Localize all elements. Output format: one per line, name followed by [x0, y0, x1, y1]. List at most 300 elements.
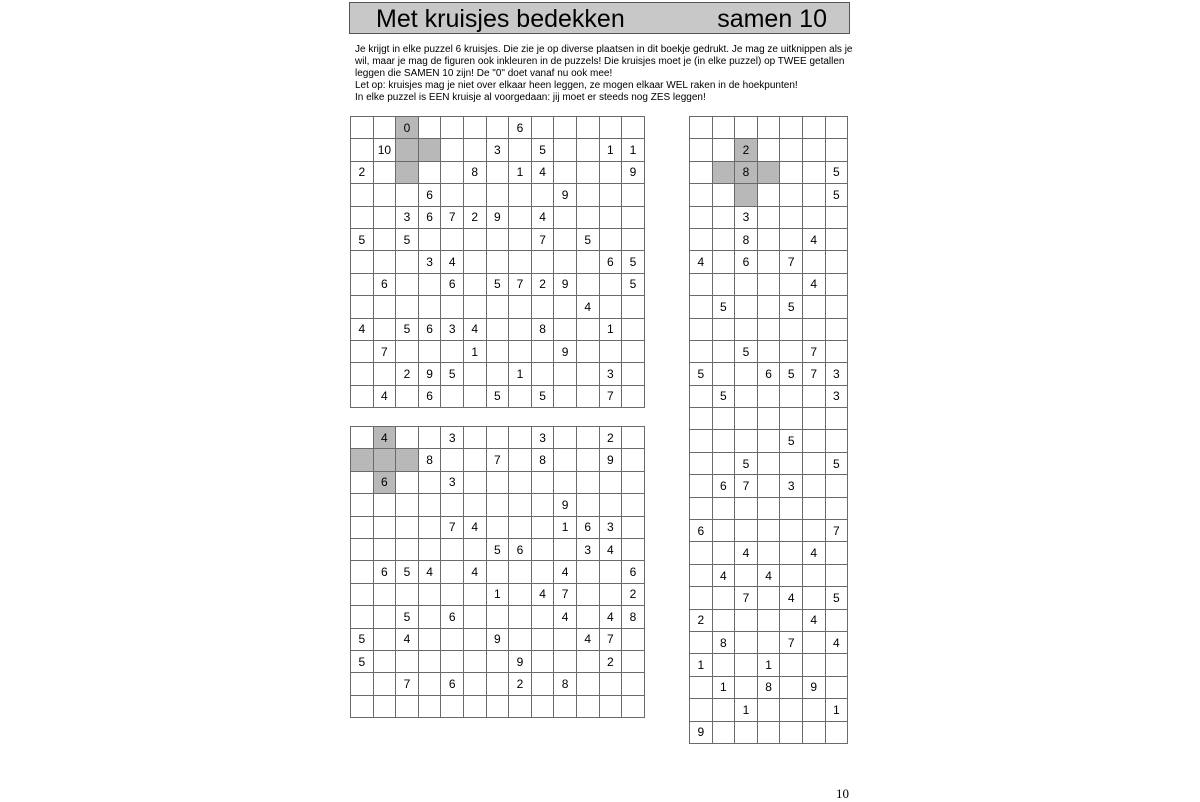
grid-cell[interactable]: [351, 606, 374, 628]
grid-cell[interactable]: 8: [531, 449, 554, 471]
grid-cell[interactable]: [599, 228, 622, 250]
grid-cell[interactable]: [486, 296, 509, 318]
grid-cell[interactable]: [554, 427, 577, 449]
grid-cell[interactable]: [351, 427, 374, 449]
grid-cell[interactable]: 4: [599, 538, 622, 560]
grid-cell[interactable]: 4: [802, 542, 825, 564]
grid-cell[interactable]: 4: [735, 542, 758, 564]
grid-cell[interactable]: [825, 296, 848, 318]
grid-cell[interactable]: [373, 516, 396, 538]
grid-cell[interactable]: [396, 427, 419, 449]
grid-cell[interactable]: [599, 206, 622, 228]
grid-cell[interactable]: [486, 516, 509, 538]
grid-cell[interactable]: [441, 583, 464, 605]
grid-cell[interactable]: [690, 206, 713, 228]
grid-cell[interactable]: 7: [735, 475, 758, 497]
grid-cell[interactable]: [418, 538, 441, 560]
grid-cell[interactable]: [599, 296, 622, 318]
grid-cell[interactable]: 5: [825, 184, 848, 206]
grid-cell[interactable]: [712, 699, 735, 721]
grid-cell[interactable]: 2: [396, 363, 419, 385]
grid-cell[interactable]: [622, 494, 645, 516]
grid-cell[interactable]: [599, 583, 622, 605]
grid-cell[interactable]: 4: [373, 385, 396, 407]
grid-cell[interactable]: [802, 654, 825, 676]
grid-cell[interactable]: [396, 251, 419, 273]
grid-cell[interactable]: [351, 583, 374, 605]
grid-cell[interactable]: [825, 721, 848, 743]
grid-cell[interactable]: [712, 721, 735, 743]
grid-cell[interactable]: 9: [486, 206, 509, 228]
grid-cell[interactable]: [576, 251, 599, 273]
grid-cell[interactable]: 7: [735, 587, 758, 609]
grid-cell[interactable]: 8: [463, 161, 486, 183]
grid-cell[interactable]: [757, 721, 780, 743]
grid-cell[interactable]: 8: [622, 606, 645, 628]
grid-cell[interactable]: [690, 430, 713, 452]
grid-cell[interactable]: [622, 516, 645, 538]
grid-cell[interactable]: [712, 520, 735, 542]
grid-cell[interactable]: 3: [825, 385, 848, 407]
grid-cell[interactable]: [576, 561, 599, 583]
grid-cell[interactable]: [441, 385, 464, 407]
grid-cell[interactable]: [780, 699, 803, 721]
grid-cell[interactable]: 4: [802, 609, 825, 631]
grid-cell[interactable]: [780, 318, 803, 340]
grid-cell[interactable]: [712, 363, 735, 385]
grid-cell[interactable]: [735, 631, 758, 653]
grid-cell[interactable]: [396, 273, 419, 295]
grid-cell[interactable]: [418, 340, 441, 362]
grid-cell[interactable]: [396, 695, 419, 717]
grid-cell[interactable]: [757, 542, 780, 564]
grid-cell[interactable]: 6: [441, 606, 464, 628]
grid-cell[interactable]: [780, 676, 803, 698]
grid-cell[interactable]: [780, 520, 803, 542]
grid-cell[interactable]: [712, 184, 735, 206]
grid-cell[interactable]: 5: [351, 650, 374, 672]
grid-cell[interactable]: [735, 296, 758, 318]
grid-cell[interactable]: [735, 184, 758, 206]
grid-cell[interactable]: [463, 184, 486, 206]
grid-cell[interactable]: [576, 650, 599, 672]
grid-cell[interactable]: 4: [780, 587, 803, 609]
grid-cell[interactable]: 6: [373, 273, 396, 295]
grid-cell[interactable]: [780, 654, 803, 676]
grid-cell[interactable]: 1: [599, 139, 622, 161]
grid-cell[interactable]: [554, 628, 577, 650]
grid-cell[interactable]: [576, 673, 599, 695]
grid-cell[interactable]: [802, 251, 825, 273]
grid-cell[interactable]: 4: [531, 206, 554, 228]
grid-cell[interactable]: [441, 117, 464, 139]
grid-cell[interactable]: [396, 516, 419, 538]
grid-cell[interactable]: [554, 251, 577, 273]
grid-cell[interactable]: 1: [486, 583, 509, 605]
grid-cell[interactable]: [690, 542, 713, 564]
grid-cell[interactable]: 3: [418, 251, 441, 273]
grid-cell[interactable]: [825, 609, 848, 631]
grid-cell[interactable]: [396, 340, 419, 362]
grid-cell[interactable]: [418, 139, 441, 161]
grid-cell[interactable]: 2: [599, 427, 622, 449]
grid-cell[interactable]: [757, 206, 780, 228]
grid-cell[interactable]: [757, 296, 780, 318]
grid-cell[interactable]: [825, 318, 848, 340]
grid-cell[interactable]: [531, 296, 554, 318]
grid-cell[interactable]: [802, 631, 825, 653]
grid-cell[interactable]: [825, 475, 848, 497]
grid-cell[interactable]: [463, 583, 486, 605]
grid-cell[interactable]: [599, 494, 622, 516]
grid-cell[interactable]: 1: [825, 699, 848, 721]
grid-cell[interactable]: [531, 606, 554, 628]
grid-cell[interactable]: [441, 184, 464, 206]
grid-cell[interactable]: [351, 538, 374, 560]
grid-cell[interactable]: [463, 385, 486, 407]
grid-cell[interactable]: [554, 385, 577, 407]
grid-cell[interactable]: 6: [418, 184, 441, 206]
grid-cell[interactable]: [418, 516, 441, 538]
grid-cell[interactable]: [690, 117, 713, 139]
grid-cell[interactable]: [599, 561, 622, 583]
grid-cell[interactable]: [780, 161, 803, 183]
grid-cell[interactable]: [757, 228, 780, 250]
grid-cell[interactable]: 5: [825, 161, 848, 183]
grid-cell[interactable]: 5: [690, 363, 713, 385]
grid-cell[interactable]: [825, 542, 848, 564]
grid-cell[interactable]: [622, 385, 645, 407]
grid-cell[interactable]: 6: [441, 273, 464, 295]
grid-cell[interactable]: [418, 427, 441, 449]
grid-cell[interactable]: [463, 296, 486, 318]
grid-cell[interactable]: [531, 673, 554, 695]
grid-cell[interactable]: [576, 583, 599, 605]
grid-cell[interactable]: 6: [418, 206, 441, 228]
grid-cell[interactable]: [351, 296, 374, 318]
grid-cell[interactable]: [554, 695, 577, 717]
grid-cell[interactable]: 9: [622, 161, 645, 183]
grid-cell[interactable]: [441, 340, 464, 362]
grid-cell[interactable]: 3: [396, 206, 419, 228]
grid-cell[interactable]: [622, 449, 645, 471]
grid-cell[interactable]: [622, 184, 645, 206]
grid-cell[interactable]: [802, 117, 825, 139]
grid-cell[interactable]: [599, 673, 622, 695]
grid-cell[interactable]: [712, 609, 735, 631]
grid-cell[interactable]: [486, 228, 509, 250]
grid-cell[interactable]: [373, 228, 396, 250]
grid-cell[interactable]: [509, 385, 532, 407]
grid-cell[interactable]: [441, 561, 464, 583]
grid-cell[interactable]: 6: [418, 385, 441, 407]
grid-cell[interactable]: [441, 650, 464, 672]
grid-cell[interactable]: [780, 206, 803, 228]
grid-cell[interactable]: [757, 475, 780, 497]
grid-cell[interactable]: [576, 161, 599, 183]
grid-cell[interactable]: 9: [554, 494, 577, 516]
grid-cell[interactable]: [509, 296, 532, 318]
grid-cell[interactable]: [463, 538, 486, 560]
grid-cell[interactable]: [351, 363, 374, 385]
grid-cell[interactable]: [509, 449, 532, 471]
grid-cell[interactable]: [509, 494, 532, 516]
grid-cell[interactable]: [757, 273, 780, 295]
grid-cell[interactable]: [576, 117, 599, 139]
grid-cell[interactable]: [509, 695, 532, 717]
grid-cell[interactable]: [486, 695, 509, 717]
grid-cell[interactable]: 7: [780, 631, 803, 653]
grid-cell[interactable]: [531, 363, 554, 385]
grid-cell[interactable]: [690, 408, 713, 430]
grid-cell[interactable]: [418, 117, 441, 139]
grid-cell[interactable]: [622, 471, 645, 493]
grid-cell[interactable]: [463, 449, 486, 471]
grid-cell[interactable]: [780, 340, 803, 362]
grid-cell[interactable]: [441, 538, 464, 560]
grid-cell[interactable]: [576, 449, 599, 471]
grid-cell[interactable]: [622, 650, 645, 672]
grid-cell[interactable]: [531, 650, 554, 672]
grid-cell[interactable]: 8: [418, 449, 441, 471]
grid-cell[interactable]: 6: [599, 251, 622, 273]
grid-cell[interactable]: [712, 497, 735, 519]
grid-cell[interactable]: [825, 430, 848, 452]
grid-cell[interactable]: [757, 318, 780, 340]
grid-cell[interactable]: [486, 650, 509, 672]
grid-cell[interactable]: [780, 139, 803, 161]
grid-cell[interactable]: [396, 449, 419, 471]
grid-cell[interactable]: [509, 583, 532, 605]
grid-cell[interactable]: [825, 564, 848, 586]
grid-cell[interactable]: [463, 251, 486, 273]
grid-cell[interactable]: [802, 318, 825, 340]
grid-cell[interactable]: [712, 228, 735, 250]
grid-cell[interactable]: [441, 296, 464, 318]
grid-cell[interactable]: 8: [757, 676, 780, 698]
grid-cell[interactable]: [531, 184, 554, 206]
grid-cell[interactable]: [622, 427, 645, 449]
grid-cell[interactable]: [757, 430, 780, 452]
grid-cell[interactable]: [576, 427, 599, 449]
grid-cell[interactable]: 1: [757, 654, 780, 676]
grid-cell[interactable]: 1: [554, 516, 577, 538]
grid-cell[interactable]: 2: [599, 650, 622, 672]
grid-cell[interactable]: 4: [463, 561, 486, 583]
grid-cell[interactable]: 7: [531, 228, 554, 250]
grid-cell[interactable]: 2: [509, 673, 532, 695]
grid-cell[interactable]: 5: [396, 228, 419, 250]
grid-cell[interactable]: [735, 721, 758, 743]
grid-cell[interactable]: [735, 363, 758, 385]
grid-cell[interactable]: [351, 340, 374, 362]
grid-cell[interactable]: 5: [735, 340, 758, 362]
grid-cell[interactable]: 7: [509, 273, 532, 295]
grid-cell[interactable]: 4: [351, 318, 374, 340]
grid-cell[interactable]: [554, 161, 577, 183]
grid-cell[interactable]: [531, 516, 554, 538]
grid-cell[interactable]: [486, 606, 509, 628]
grid-cell[interactable]: [418, 471, 441, 493]
grid-cell[interactable]: [576, 184, 599, 206]
grid-cell[interactable]: 5: [531, 139, 554, 161]
grid-cell[interactable]: 2: [463, 206, 486, 228]
grid-cell[interactable]: [712, 542, 735, 564]
grid-cell[interactable]: 3: [486, 139, 509, 161]
grid-cell[interactable]: [486, 251, 509, 273]
grid-cell[interactable]: [509, 184, 532, 206]
grid-cell[interactable]: [486, 471, 509, 493]
grid-cell[interactable]: [622, 318, 645, 340]
grid-cell[interactable]: [712, 139, 735, 161]
grid-cell[interactable]: [509, 340, 532, 362]
grid-cell[interactable]: [373, 251, 396, 273]
grid-cell[interactable]: 4: [802, 273, 825, 295]
grid-cell[interactable]: [463, 494, 486, 516]
grid-cell[interactable]: [418, 606, 441, 628]
grid-cell[interactable]: [712, 206, 735, 228]
grid-cell[interactable]: [735, 117, 758, 139]
grid-cell[interactable]: [418, 161, 441, 183]
grid-cell[interactable]: [441, 449, 464, 471]
grid-cell[interactable]: [351, 561, 374, 583]
grid-cell[interactable]: 3: [780, 475, 803, 497]
grid-cell[interactable]: 7: [396, 673, 419, 695]
grid-cell[interactable]: [576, 340, 599, 362]
grid-cell[interactable]: [622, 340, 645, 362]
grid-cell[interactable]: 2: [735, 139, 758, 161]
grid-cell[interactable]: [576, 385, 599, 407]
grid-cell[interactable]: [780, 497, 803, 519]
grid-cell[interactable]: [780, 408, 803, 430]
grid-cell[interactable]: [554, 117, 577, 139]
grid-cell[interactable]: [690, 296, 713, 318]
grid-cell[interactable]: 5: [576, 228, 599, 250]
grid-cell[interactable]: [712, 587, 735, 609]
grid-cell[interactable]: [373, 184, 396, 206]
grid-cell[interactable]: [802, 161, 825, 183]
grid-cell[interactable]: [418, 273, 441, 295]
grid-cell[interactable]: 6: [373, 561, 396, 583]
grid-cell[interactable]: [622, 673, 645, 695]
grid-cell[interactable]: 10: [373, 139, 396, 161]
grid-cell[interactable]: 1: [712, 676, 735, 698]
grid-cell[interactable]: [735, 408, 758, 430]
grid-cell[interactable]: [757, 631, 780, 653]
grid-cell[interactable]: [441, 494, 464, 516]
grid-cell[interactable]: 3: [441, 471, 464, 493]
grid-cell[interactable]: [373, 363, 396, 385]
grid-cell[interactable]: [802, 206, 825, 228]
grid-cell[interactable]: [780, 452, 803, 474]
grid-cell[interactable]: [441, 228, 464, 250]
grid-cell[interactable]: [757, 497, 780, 519]
grid-cell[interactable]: [373, 628, 396, 650]
grid-cell[interactable]: 5: [351, 228, 374, 250]
grid-cell[interactable]: [802, 408, 825, 430]
grid-cell[interactable]: [802, 721, 825, 743]
grid-cell[interactable]: [463, 695, 486, 717]
grid-cell[interactable]: 9: [509, 650, 532, 672]
grid-cell[interactable]: [576, 139, 599, 161]
grid-cell[interactable]: [486, 161, 509, 183]
grid-cell[interactable]: 4: [576, 628, 599, 650]
grid-cell[interactable]: [712, 408, 735, 430]
grid-cell[interactable]: [351, 273, 374, 295]
grid-cell[interactable]: [712, 117, 735, 139]
grid-cell[interactable]: 8: [531, 318, 554, 340]
grid-cell[interactable]: [757, 139, 780, 161]
grid-cell[interactable]: [735, 318, 758, 340]
grid-cell[interactable]: 7: [441, 206, 464, 228]
grid-cell[interactable]: [780, 184, 803, 206]
grid-cell[interactable]: 4: [576, 296, 599, 318]
grid-cell[interactable]: 1: [509, 161, 532, 183]
grid-cell[interactable]: [576, 471, 599, 493]
grid-cell[interactable]: [690, 184, 713, 206]
grid-cell[interactable]: 9: [690, 721, 713, 743]
grid-cell[interactable]: [757, 699, 780, 721]
grid-cell[interactable]: [396, 650, 419, 672]
grid-cell[interactable]: [554, 228, 577, 250]
grid-cell[interactable]: [825, 273, 848, 295]
grid-cell[interactable]: [802, 699, 825, 721]
grid-cell[interactable]: [757, 340, 780, 362]
grid-cell[interactable]: 7: [802, 363, 825, 385]
grid-cell[interactable]: [757, 587, 780, 609]
grid-cell[interactable]: [486, 427, 509, 449]
grid-cell[interactable]: 5: [396, 318, 419, 340]
grid-cell[interactable]: 7: [554, 583, 577, 605]
grid-cell[interactable]: [690, 676, 713, 698]
grid-cell[interactable]: [463, 273, 486, 295]
grid-cell[interactable]: 1: [509, 363, 532, 385]
grid-cell[interactable]: [780, 542, 803, 564]
grid-cell[interactable]: [825, 497, 848, 519]
grid-cell[interactable]: [690, 318, 713, 340]
grid-cell[interactable]: 9: [554, 273, 577, 295]
grid-cell[interactable]: 3: [576, 538, 599, 560]
grid-cell[interactable]: [825, 206, 848, 228]
grid-cell[interactable]: [622, 628, 645, 650]
grid-cell[interactable]: [757, 117, 780, 139]
grid-cell[interactable]: 4: [373, 427, 396, 449]
grid-cell[interactable]: [351, 471, 374, 493]
grid-cell[interactable]: [622, 228, 645, 250]
grid-cell[interactable]: [757, 385, 780, 407]
grid-cell[interactable]: [757, 452, 780, 474]
grid-cell[interactable]: [531, 117, 554, 139]
grid-cell[interactable]: [712, 318, 735, 340]
grid-cell[interactable]: 9: [554, 340, 577, 362]
grid-cell[interactable]: [802, 564, 825, 586]
grid-cell[interactable]: [576, 363, 599, 385]
grid-cell[interactable]: [373, 606, 396, 628]
grid-cell[interactable]: [418, 494, 441, 516]
grid-cell[interactable]: [735, 430, 758, 452]
grid-cell[interactable]: [351, 695, 374, 717]
grid-cell[interactable]: [486, 318, 509, 340]
grid-cell[interactable]: 2: [531, 273, 554, 295]
grid-cell[interactable]: 0: [396, 117, 419, 139]
grid-cell[interactable]: [509, 628, 532, 650]
grid-cell[interactable]: 5: [396, 606, 419, 628]
grid-cell[interactable]: [712, 251, 735, 273]
grid-cell[interactable]: [509, 516, 532, 538]
grid-cell[interactable]: [351, 494, 374, 516]
grid-cell[interactable]: [396, 296, 419, 318]
grid-cell[interactable]: [735, 654, 758, 676]
